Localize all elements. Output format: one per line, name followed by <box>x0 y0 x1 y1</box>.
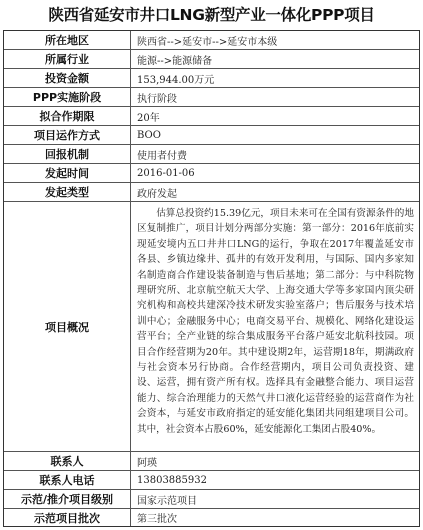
row-ppp-stage <box>4 88 419 107</box>
value-investment: 153,944.00万元 <box>137 74 215 86</box>
row-industry <box>4 50 419 69</box>
label-return-mechanism: 回报机制 <box>4 145 131 163</box>
value-initiation-type: 政府发起 <box>137 188 177 200</box>
row-return-mechanism <box>4 145 419 164</box>
label-demo-level: 示范/推介项目级别 <box>4 490 131 508</box>
row-operation-mode <box>4 126 419 145</box>
row-contact-phone <box>4 471 419 490</box>
value-contact: 阿瑛 <box>137 457 157 469</box>
value-operation-mode: BOO <box>137 129 161 141</box>
project-info-table <box>3 30 420 527</box>
label-operation-mode: 项目运作方式 <box>4 126 131 144</box>
label-demo-batch: 示范项目批次 <box>4 509 131 526</box>
row-region <box>4 31 419 50</box>
label-investment: 投资金额 <box>4 69 131 87</box>
label-contact-phone: 联系人电话 <box>4 471 131 489</box>
value-contact-phone: 13803885932 <box>137 474 207 486</box>
page-title: 陕西省延安市井口LNG新型产业一体化PPP项目 <box>48 6 375 24</box>
row-contact <box>4 452 419 471</box>
value-return-mechanism: 使用者付费 <box>137 150 187 162</box>
value-industry: 能源-->能源储备 <box>137 55 213 67</box>
row-demo-batch <box>4 509 419 526</box>
label-ppp-stage: PPP实施阶段 <box>4 88 131 106</box>
row-overview <box>4 202 419 452</box>
value-demo-batch: 第三批次 <box>137 514 177 525</box>
label-term: 拟合作期限 <box>4 107 131 125</box>
label-industry: 所属行业 <box>4 50 131 68</box>
label-overview: 项目概况 <box>4 202 131 451</box>
row-investment <box>4 69 419 88</box>
value-ppp-stage: 执行阶段 <box>137 93 177 105</box>
row-start-date <box>4 164 419 183</box>
label-start-date: 发起时间 <box>4 164 131 182</box>
row-initiation-type <box>4 183 419 202</box>
value-term: 20年 <box>137 112 160 124</box>
row-demo-level <box>4 490 419 509</box>
label-region: 所在地区 <box>4 31 131 49</box>
value-start-date: 2016-01-06 <box>137 167 195 179</box>
label-contact: 联系人 <box>4 452 131 470</box>
label-initiation-type: 发起类型 <box>4 183 131 201</box>
row-term <box>4 107 419 126</box>
value-region: 陕西省-->延安市-->延安市本级 <box>137 36 278 48</box>
value-demo-level: 国家示范项目 <box>137 495 197 507</box>
value-overview: 估算总投资约15.39亿元，项目未来可在全国有资源条件的地区复制推广，项目计划分两部分实施：第一部分：2016年底前实现延安境内五口井井口LNG的运行，争取在2017年覆盖延安市各县、乡镇边缘井、孤井的有效开发利用，与国际、国内多家知名制造商合作建设装备制造与售后基地；第二部分：与中科院物理研究所、北京航空航天大学、上海交通大学等多家国内顶尖研究机构和高校共建深冷技术研发实验室落户；售后服务与技术培训中心；金融服务中心；电商交易平台、规模化、网络化建设运营平台；全产业链的综合集成服务平台落户延安北航科技园。项目合作经营期为20年。其中建设期2年，运营期18年，期满政府与社会资本另行协商。合作经营期内，项目公司负责投资、建设、运营，拥有资产所有权。选择具有金融整合能力、项目运营能力、综合治理能力的天然气井口液化运营经验的运营商作为社会资本，与延安市政府指定的延安能化集团共同组建项目公司。其中，社会资本占股60%，延安能源化工集团占股40%。 <box>137 208 414 435</box>
